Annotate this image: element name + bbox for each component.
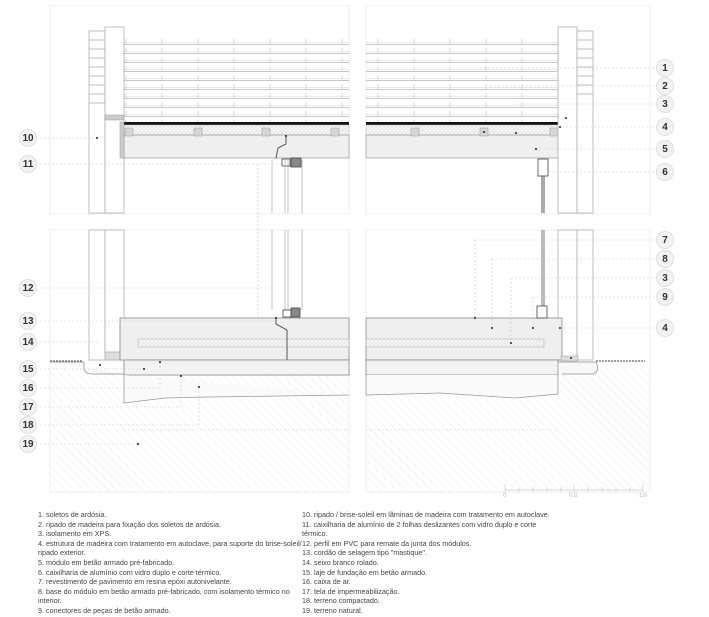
legend-item: 19. terreno natural. (302, 605, 363, 615)
callout-number: 4 (656, 319, 674, 337)
legend-item: 1. soletos de ardósia. (38, 510, 107, 519)
callout-number: 5 (656, 140, 674, 158)
legend-item: 4. estrutura de madeira com tratamento em autoclave, para suporte do brise-soleil/ ripado exterior. (38, 538, 302, 558)
sliding-window-frame-left (272, 160, 302, 310)
callout-number: 16 (19, 379, 37, 397)
brise-soleil-left-lower (89, 230, 124, 360)
callout-number: 6 (656, 163, 674, 181)
top-module-left (105, 115, 349, 167)
callout-number: 1 (656, 59, 674, 77)
callout-number: 4 (656, 118, 674, 136)
callout-number: 17 (19, 398, 37, 416)
legend-item: 3. isolamento em XPS. (38, 529, 112, 539)
callout-number: 3 (656, 95, 674, 113)
callout-number: 13 (19, 312, 37, 330)
callout-number: 19 (19, 435, 37, 453)
legend-item: 18. terreno compactado. (302, 596, 380, 606)
slate-cladding-left (124, 36, 349, 122)
legend-item: 5. módulo em betão armado pré-fabricado. (38, 557, 175, 567)
callout-number: 3 (656, 269, 674, 287)
callout-number: 9 (656, 288, 674, 306)
callout-number: 8 (656, 250, 674, 268)
legend-item: 7. revestimento de pavimento em resina epóxi autonivelante. (38, 577, 232, 587)
legend-item: 16. caixa de ar. (302, 577, 351, 587)
legend-item: 6. caixilharia de alumínio com vidro duplo e corte térmico. (38, 567, 222, 577)
legend-item: 11. caixilharia de alumínio de 2 folhas deslizantes com vidro duplo e corte térmico. (302, 519, 537, 539)
callout-number: 12 (19, 279, 37, 297)
legend-item: 12. perfil em PVC para remate da junta dos módulos. (302, 538, 472, 548)
callout-number: 15 (19, 360, 37, 378)
scale-label-half: 0.5 (569, 493, 578, 499)
slate-cladding-right (366, 36, 558, 122)
legend-item: 10. ripado / brise-soleil em lâminas de madeira com tratamento em autoclave. (302, 510, 550, 519)
scale-label-0: 0 (503, 493, 507, 499)
callout-number: 14 (19, 333, 37, 351)
top-module-right (366, 115, 577, 213)
legend-right (302, 510, 552, 616)
legend-item: 14. seixo branco rolado. (302, 557, 379, 567)
scale-label-1m: 1m (639, 493, 648, 499)
callout-number: 2 (656, 77, 674, 95)
legend-item: 17. tela de impermeabilização. (302, 586, 400, 596)
legend-item: 15. laje de fundação em betão armado. (302, 567, 428, 577)
legend-item: 9. conectores de peças de betão armado. (38, 605, 171, 615)
legend-item: 13. cordão de selagem tipo "mastique". (302, 548, 427, 558)
callout-number: 7 (656, 231, 674, 249)
legend-item: 2. ripado de madeira para fixação dos soletos de ardósia. (38, 519, 221, 529)
callout-number: 18 (19, 416, 37, 434)
legend-left (38, 510, 308, 616)
legend-item: 8. base do módulo em betão armado pré-fabricado, com isolamento térmico no interior. (38, 586, 290, 606)
callout-number: 11 (19, 155, 37, 173)
callout-number: 10 (19, 129, 37, 147)
